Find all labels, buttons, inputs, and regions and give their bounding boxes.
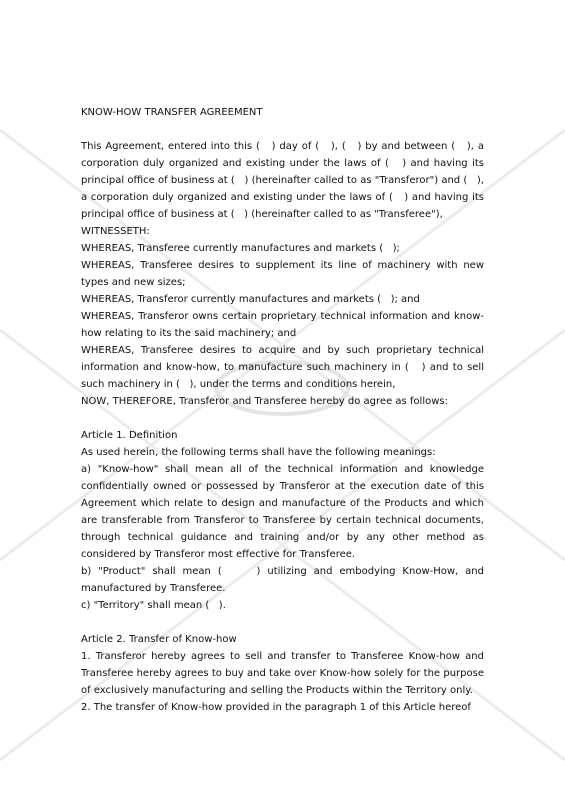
- now-therefore-clause: NOW, THEREFORE, Transferor and Transferee hereby do agree as follows:: [81, 396, 448, 407]
- article-2-item: 2. The transfer of Know-how provided in the paragraph 1 of this Article hereof: [81, 702, 471, 713]
- witnesseth-label: WITNESSETH:: [81, 226, 150, 237]
- intro-paragraph: This Agreement, entered into this ( ) day of ( ), ( ) by and between ( ), a corporation duly organized and existing under the laws of ( ) and having its principal office of business at ( ) (hereinafter called to as "Transferor") and ( ), a corporation duly organized and existing under the laws of ( ) and having its principal office of business at ( ) (hereinafter called to as "Transferee"),: [81, 141, 484, 220]
- article-1-heading: Article 1. Definition: [81, 430, 178, 441]
- article-2-heading: Article 2. Transfer of Know-how: [81, 634, 237, 645]
- definition-item: c) "Territory" shall mean ( ).: [81, 600, 226, 611]
- agreement-body: [81, 104, 484, 716]
- article-2-item: 1. Transferor hereby agrees to sell and transfer to Transferee Know-how and Transferee hereby agrees to buy and take over Know-how solely for the purpose of exclusively manufacturing and selling the Products within the Territory only.: [81, 651, 484, 696]
- whereas-clause: WHEREAS, Transferor owns certain proprietary technical information and know-how relating to its the said machinery; and: [81, 311, 484, 339]
- definition-item: b) "Product" shall mean ( ) utilizing and embodying Know-How, and manufactured by Transferee.: [81, 566, 484, 594]
- definition-item: a) "Know-how" shall mean all of the technical information and knowledge confidentially owned or possessed by Transferor at the execution date of this Agreement which relate to design and manufacture of the Products and which are transferable from Transferor to Transferee by certain technical documents, through technical guidance and training and/or by any other method as considered by Transferor most effective for Transferee.: [81, 464, 484, 560]
- whereas-clause: WHEREAS, Transferee desires to acquire and by such proprietary technical information and know-how, to manufacture such machinery in ( ) and to sell such machinery in ( ), under the terms and conditions herein,: [81, 345, 484, 390]
- document-title: KNOW-HOW TRANSFER AGREEMENT: [81, 107, 263, 118]
- whereas-clause: WHEREAS, Transferee desires to supplement its line of machinery with new types and new sizes;: [81, 260, 484, 288]
- whereas-clause: WHEREAS, Transferee currently manufactures and markets ( );: [81, 243, 400, 254]
- article-1-lead: As used herein, the following terms shall have the following meanings:: [81, 447, 436, 458]
- whereas-clause: WHEREAS, Transferor currently manufactures and markets ( ); and: [81, 294, 420, 305]
